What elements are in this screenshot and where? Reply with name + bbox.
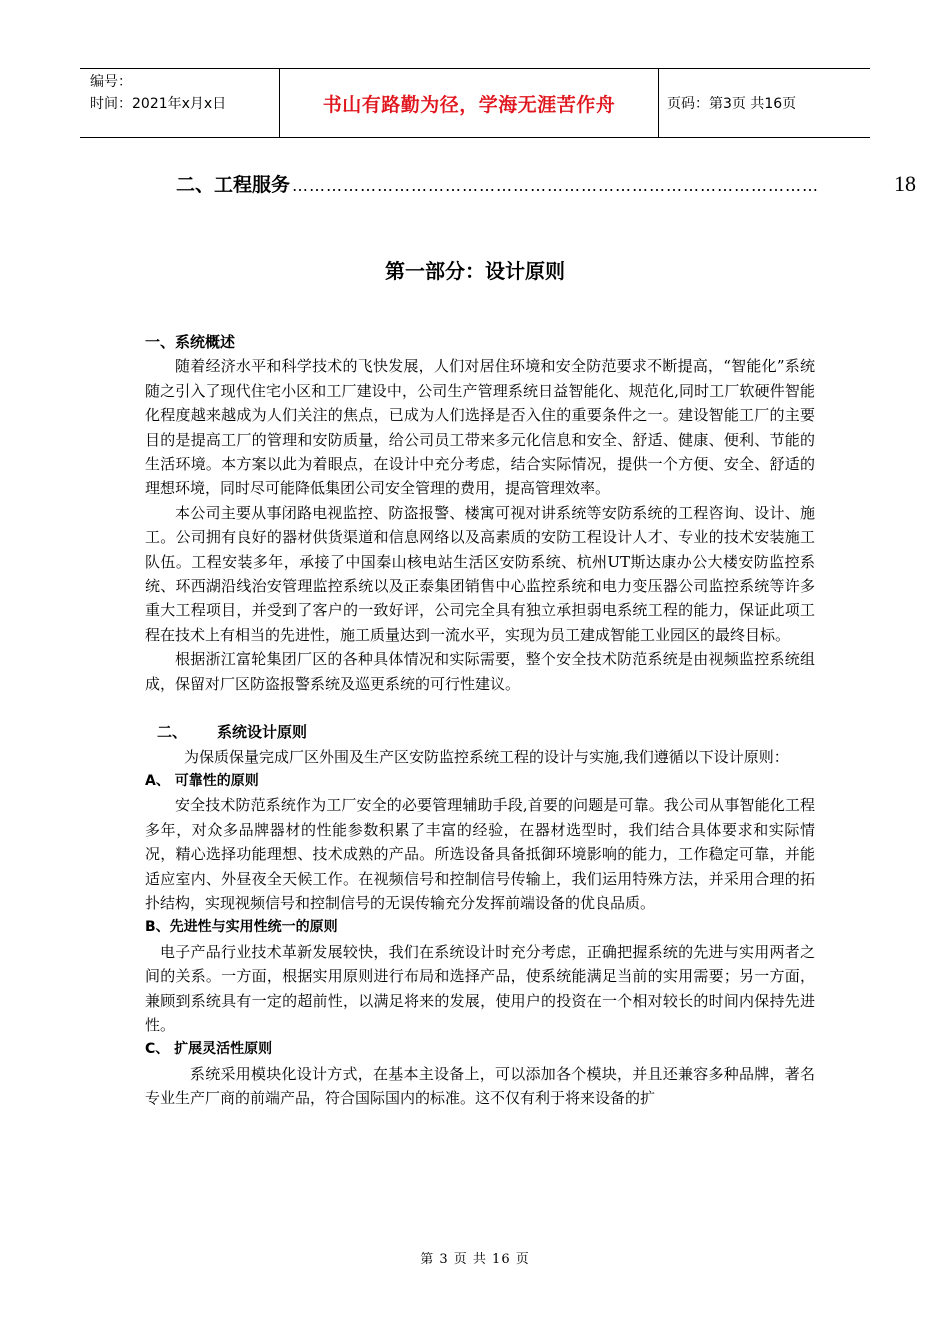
header-motto: 书山有路勤为径，学海无涯苦作舟 bbox=[280, 69, 659, 137]
section-2-heading bbox=[145, 720, 815, 744]
header-page-info: 页码：第3页 共16页 bbox=[667, 96, 797, 112]
toc-entry bbox=[176, 170, 916, 197]
toc-entry-page: 18 bbox=[894, 171, 916, 196]
document-body bbox=[145, 330, 815, 1111]
time-label: 时间：2021年x月x日 bbox=[90, 96, 227, 112]
principle-a-text: 安全技术防范系统作为工厂安全的必要管理辅助手段,首要的问题是可靠。我公司从事智能化工程多年，对众多品牌器材的性能参数积累了丰富的经验，在器材选型时，我们结合具体要求和实际情况，精心选择功能理想、技术成熟的产品。所选设备具备抵御环境影响的能力，工作稳定可靠，并能适应室内、外昼夜全天候工作。在视频信号和控制信号传输上，我们运用特殊方法，并采用合理的拓扑结构，实现视频信号和控制信号的无误传输充分发挥前端设备的优良品质。 bbox=[145, 796, 815, 912]
page-header bbox=[80, 68, 870, 138]
section-1-paragraph-3: 根据浙江富轮集团厂区的各种具体情况和实际需要，整个安全技术防范系统是由视频监控系统组成，保留对厂区防盗报警系统及巡更系统的可行性建议。 bbox=[145, 650, 815, 693]
toc-entry-title: 二、工程服务 bbox=[176, 174, 291, 196]
section-1-paragraph-2: 本公司主要从事闭路电视监控、防盗报警、楼寓可视对讲系统等安防系统的工程咨询、设计、施工。公司拥有良好的器材供货渠道和信息网络以及高素质的安防工程设计人才、专业的技术安装施工队伍。工程安装多年，承接了中国秦山核电站生活区安防系统、杭州UT斯达康办公大楼安防监控系统、环西湖沿线治安管理监控系统以及正泰集团销售中心监控系统和电力变压器公司监控系统等许多重大工程项目，并受到了客户的一致好评，公司完全具有独立承担弱电系统工程的能力，保证此项工程在技术上有相当的先进性，施工质量达到一流水平，实现为员工建成智能工业园区的最终目标。 bbox=[145, 503, 815, 644]
toc-leader: ………………………………………………………………………………… bbox=[292, 176, 820, 195]
principle-c-heading: C、 扩展灵活性原则 bbox=[145, 1041, 273, 1058]
principle-c-text: 系统采用模块化设计方式，在基本主设备上，可以添加各个模块，并且还兼容多种品牌，著名专业生产厂商的前端产品，符合国际国内的标准。这不仅有利于将来设备的扩 bbox=[145, 1064, 815, 1108]
section-2-intro: 为保质保量完成厂区外围及生产区安防监控系统工程的设计与实施,我们遵循以下设计原则： bbox=[184, 747, 789, 766]
section-2-title: 系统设计原则 bbox=[217, 723, 308, 742]
header-meta bbox=[80, 69, 280, 137]
number-label: 编号： bbox=[90, 74, 132, 90]
section-1-paragraph-1: 随着经济水平和科学技术的飞快发展，人们对居住环境和安全防范要求不断提高，“智能化”系统随之引入了现代住宅小区和工厂建设中，公司生产管理系统日益智能化、规范化,同时工厂软硬件智能化程度越来越成为人们关注的焦点，已成为人们选择是否入住的重要条件之一。建设智能工厂的主要目的是提高工厂的管理和安防质量，给公司员工带来多元化信息和安全、舒适、健康、便利、节能的生活环境。本方案以此为着眼点，在设计中充分考虑，结合实际情况，提供一个方便、安全、舒适的理想环境，同时尽可能降低集团公司安全管理的费用，提高管理效率。 bbox=[145, 357, 815, 498]
principle-b-heading: B、先进性与实用性统一的原则 bbox=[145, 919, 338, 936]
part-title: 第一部分：设计原则 bbox=[385, 259, 565, 283]
principle-a-heading: A、 可靠性的原则 bbox=[145, 772, 259, 789]
principle-b-text: 电子产品行业技术革新发展较快，我们在系统设计时充分考虑，正确把握系统的先进与实用两者之间的关系。一方面，根据实用原则进行布局和选择产品，使系统能满足当前的实用需要；另一方面，兼顾到系统具有一定的超前性，以满足将来的发展，使用户的投资在一个相对较长的时间内保持先进性。 bbox=[145, 942, 815, 1034]
page-footer: 第 3 页 共 16 页 bbox=[420, 1252, 530, 1267]
section-1-heading: 一、系统概述 bbox=[145, 333, 236, 351]
section-2-number: 二、 bbox=[157, 723, 188, 742]
